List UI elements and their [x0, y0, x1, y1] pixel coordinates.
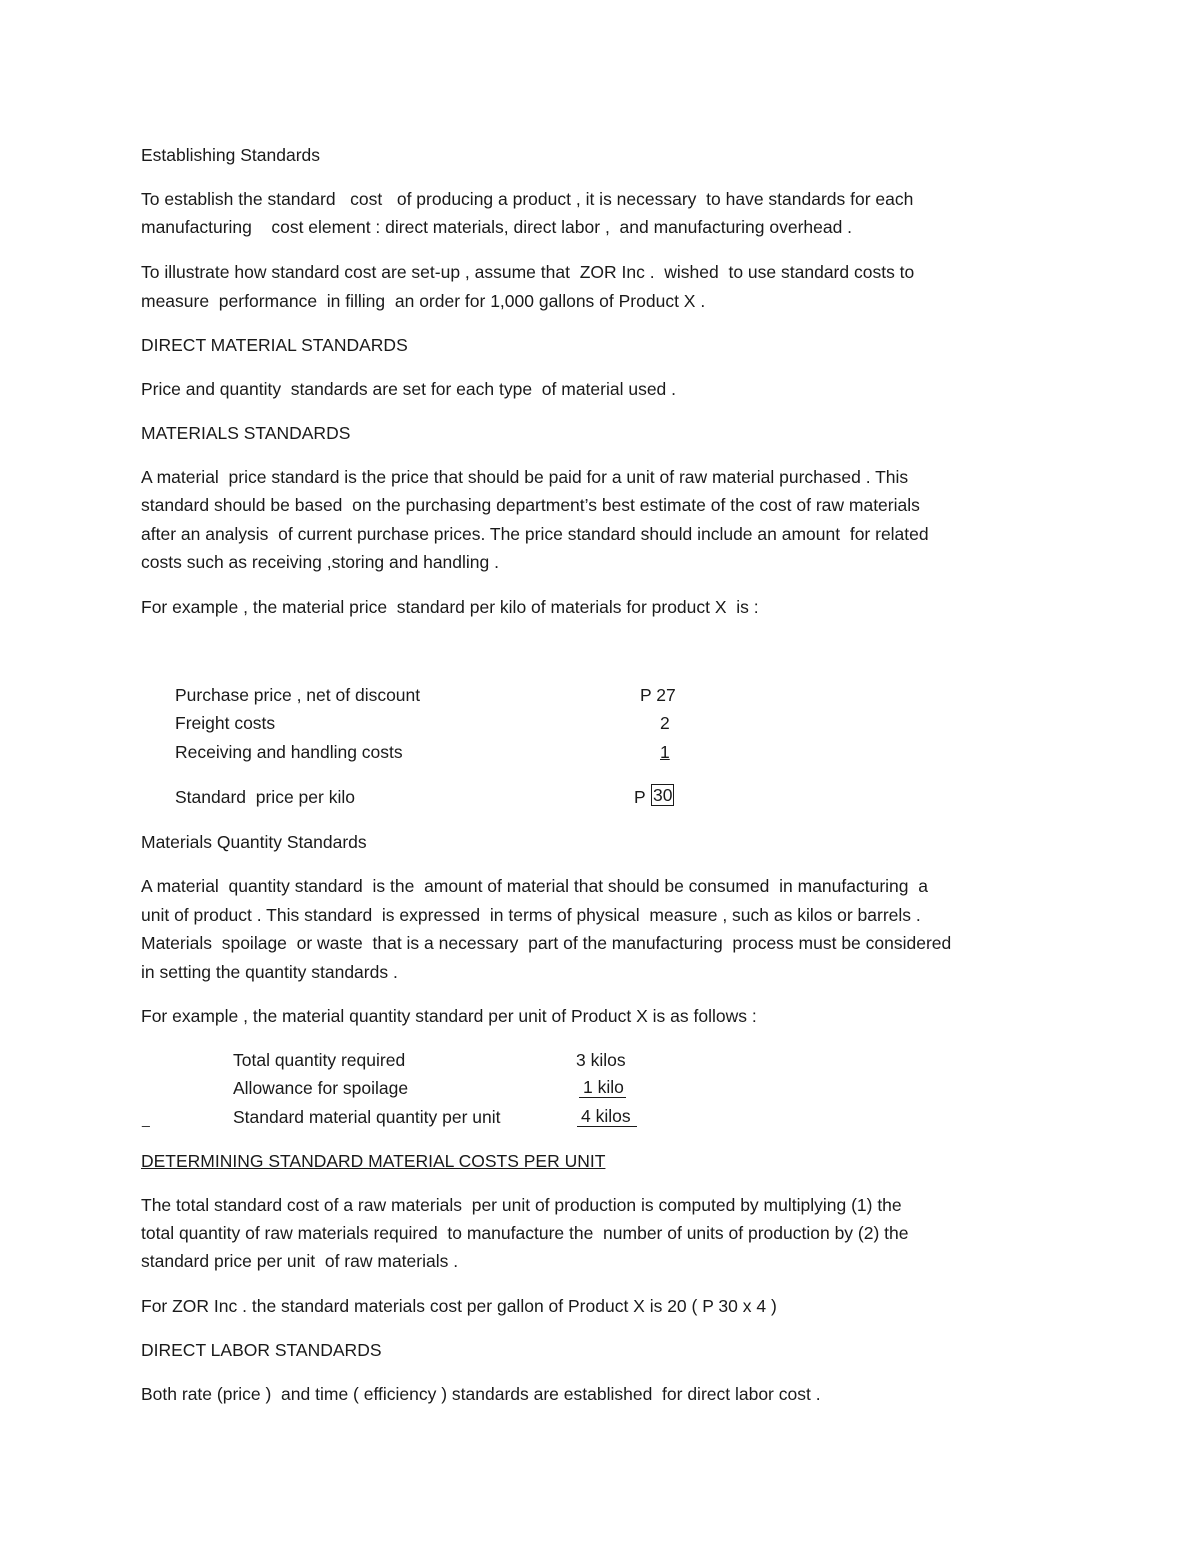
price-total-label: Standard price per kilo — [175, 787, 355, 807]
quantity-row-value: 4 kilos — [577, 1106, 637, 1127]
materials-standards-heading: MATERIALS STANDARDS — [141, 423, 351, 443]
price-total-prefix: P — [634, 787, 646, 807]
direct-labor-heading: DIRECT LABOR STANDARDS — [141, 1340, 382, 1360]
illustrate-line-1: To illustrate how standard cost are set-up , assume that ZOR Inc . wished to use standard costs to — [141, 262, 915, 282]
materials-standards-line-3: after an analysis of current purchase prices. The price standard should include an amount for related — [141, 524, 929, 544]
determining-costs-heading: DETERMINING STANDARD MATERIAL COSTS PER UNIT — [141, 1151, 606, 1171]
materials-standards-line-1: A material price standard is the price that should be paid for a unit of raw material purchased . This — [141, 467, 909, 487]
materials-standards-line-2: standard should be based on the purchasing department’s best estimate of the cost of raw materials — [141, 495, 920, 515]
page-title: Establishing Standards — [141, 145, 320, 165]
quantity-example-text: For example , the material quantity standard per unit of Product X is as follows : — [141, 1006, 757, 1026]
price-row-value: P 27 — [640, 685, 676, 705]
price-total-value: 30 — [653, 785, 673, 805]
quantity-row-value: 3 kilos — [576, 1050, 626, 1070]
illustrate-line-2: measure performance in filling an order for 1,000 gallons of Product X . — [141, 291, 706, 311]
determining-costs-line-3: standard price per unit of raw materials . — [141, 1251, 459, 1271]
quantity-row-label: Total quantity required — [233, 1050, 406, 1070]
materials-quantity-line-2: unit of product . This standard is expressed in terms of physical measure , such as kilos or barrels . — [141, 905, 921, 925]
price-row-value: 1 — [660, 742, 670, 762]
determining-costs-line-2: total quantity of raw materials required to manufacture the number of units of production by (2) the — [141, 1223, 909, 1243]
direct-material-heading: DIRECT MATERIAL STANDARDS — [141, 335, 408, 355]
dash-mark: _ — [142, 1111, 150, 1127]
price-row-label: Receiving and handling costs — [175, 742, 403, 762]
quantity-row-value: 1 kilo — [579, 1077, 626, 1098]
price-row-value: 2 — [660, 713, 670, 733]
intro-line-1: To establish the standard cost of producing a product , it is necessary to have standards for each — [141, 189, 914, 209]
price-example-text: For example , the material price standard per kilo of materials for product X is : — [141, 597, 759, 617]
quantity-row-label: Standard material quantity per unit — [233, 1107, 501, 1127]
determining-costs-line-1: The total standard cost of a raw materials per unit of production is computed by multiplying (1) the — [141, 1195, 902, 1215]
zor-cost-line: For ZOR Inc . the standard materials cost per gallon of Product X is 20 ( P 30 x 4 ) — [141, 1296, 777, 1316]
direct-labor-text: Both rate (price ) and time ( efficiency ) standards are established for direct labor cost . — [141, 1384, 821, 1404]
materials-standards-line-4: costs such as receiving ,storing and handling . — [141, 552, 499, 572]
materials-quantity-heading: Materials Quantity Standards — [141, 832, 367, 852]
quantity-row-label: Allowance for spoilage — [233, 1078, 409, 1098]
materials-quantity-line-4: in setting the quantity standards . — [141, 962, 398, 982]
price-row-label: Freight costs — [175, 713, 276, 733]
intro-line-2: manufacturing cost element : direct materials, direct labor , and manufacturing overhead . — [141, 217, 853, 237]
materials-quantity-line-3: Materials spoilage or waste that is a necessary part of the manufacturing process must be considered — [141, 933, 952, 953]
direct-material-text: Price and quantity standards are set for each type of material used . — [141, 379, 677, 399]
materials-quantity-line-1: A material quantity standard is the amount of material that should be consumed in manufacturing a — [141, 876, 928, 896]
price-row-label: Purchase price , net of discount — [175, 685, 421, 705]
